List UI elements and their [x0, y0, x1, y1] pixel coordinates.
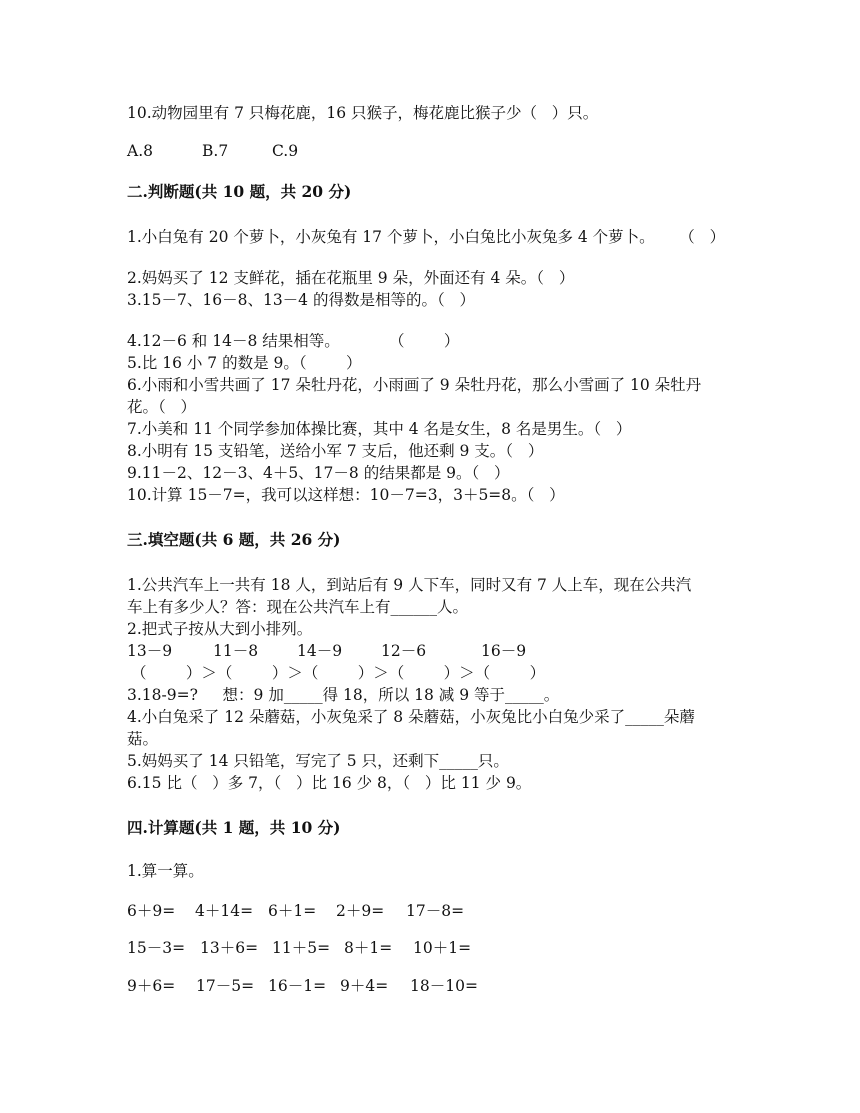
order-expr: 11－8	[213, 642, 259, 660]
section-4-title: 四.计算题(共 1 题，共 10 分)	[127, 818, 341, 837]
judge-item-7: 7.小美和 11 个同学参加体操比赛，其中 4 名是女生，8 名是男生。（ ）	[127, 420, 632, 438]
calc-expr: 17－5=	[196, 977, 255, 995]
judge-item-1: 1.小白兔有 20 个萝卜，小灰兔有 17 个萝卜，小白兔比小灰兔多 4 个萝卜。 （ ）	[127, 228, 726, 246]
judge-item-6-cont: 花。（ ）	[127, 398, 197, 416]
fill-item-4-cont: 菇。	[127, 730, 159, 748]
judge-item-2: 2.妈妈买了 12 支鲜花，插在花瓶里 9 朵，外面还有 4 朵。（ ）	[127, 269, 575, 287]
fill-item-2: 2.把式子按从大到小排列。	[127, 620, 313, 638]
calc-expr: 13＋6=	[200, 939, 259, 957]
calc-expr: 15－3=	[127, 939, 186, 957]
judge-item-3: 3.15－7、16－8、13－4 的得数是相等的。（ ）	[127, 291, 476, 309]
order-expr: 12－6	[381, 642, 427, 660]
judge-item-10: 10.计算 15－7=，我可以这样想：10－7=3，3＋5=8。（ ）	[127, 486, 565, 504]
order-expr: 16－9	[481, 642, 527, 660]
calc-expr: 6＋9=	[127, 902, 176, 920]
fill-item-1: 1.公共汽车上一共有 18 人，到站后有 9 人下车，同时又有 7 人上车，现在公共汽	[127, 576, 692, 594]
section-2-title: 二.判断题(共 10 题，共 20 分)	[127, 182, 352, 201]
order-expr: 13－9	[127, 642, 173, 660]
option-b: B.7	[202, 142, 229, 160]
judge-item-8: 8.小明有 15 支铅笔，送给小军 7 支后，他还剩 9 支。（ ）	[127, 442, 544, 460]
section-3-title: 三.填空题(共 6 题，共 26 分)	[127, 530, 341, 549]
judge-item-4: 4.12－6 和 14－8 结果相等。 （ ）	[127, 332, 460, 350]
order-blanks: （ ）＞（ ）＞（ ）＞（ ）＞（ ）	[131, 664, 546, 682]
calc-row-3	[127, 976, 478, 1096]
judge-item-9: 9.11－2、12－3、4＋5、17－8 的结果都是 9。（ ）	[127, 464, 510, 482]
calc-expr: 8＋1=	[344, 939, 393, 957]
fill-item-5: 5.妈妈买了 14 只铅笔，写完了 5 只，还剩下_____只。	[127, 752, 509, 770]
option-a: A.8	[127, 142, 153, 160]
order-expr: 14－9	[297, 642, 343, 660]
calc-expr: 10＋1=	[413, 939, 472, 957]
calc-expr: 9＋4=	[340, 977, 389, 995]
calc-expr: 16－1=	[268, 977, 327, 995]
judge-item-6: 6.小雨和小雪共画了 17 朵牡丹花，小雨画了 9 朵牡丹花，那么小雪画了 10 朵牡丹	[127, 376, 702, 394]
fill-item-3: 3.18-9=? 想：9 加_____得 18，所以 18 减 9 等于_____。	[127, 686, 560, 704]
calc-expr: 4＋14=	[195, 902, 254, 920]
calc-expr: 17－8=	[406, 902, 465, 920]
calc-expr: 11＋5=	[272, 939, 331, 957]
calc-expr: 9＋6=	[127, 977, 176, 995]
calc-expr: 2＋9=	[336, 902, 385, 920]
option-c: C.9	[272, 142, 299, 160]
judge-item-5: 5.比 16 小 7 的数是 9。（ ）	[127, 354, 362, 372]
calc-intro: 1.算一算。	[127, 862, 204, 880]
calc-expr: 18－10=	[410, 977, 478, 995]
fill-item-1-cont: 车上有多少人？答：现在公共汽车上有______人。	[127, 598, 469, 616]
fill-item-4: 4.小白兔采了 12 朵蘑菇，小灰兔采了 8 朵蘑菇，小灰兔比小白兔少采了_____朵蘑	[127, 708, 695, 726]
fill-item-6: 6.15 比（ ）多 7，（ ）比 16 少 8，（ ）比 11 少 9。	[127, 774, 532, 792]
question-10: 10.动物园里有 7 只梅花鹿，16 只猴子，梅花鹿比猴子少（ ）只。	[127, 104, 599, 122]
calc-expr: 6＋1=	[268, 902, 317, 920]
